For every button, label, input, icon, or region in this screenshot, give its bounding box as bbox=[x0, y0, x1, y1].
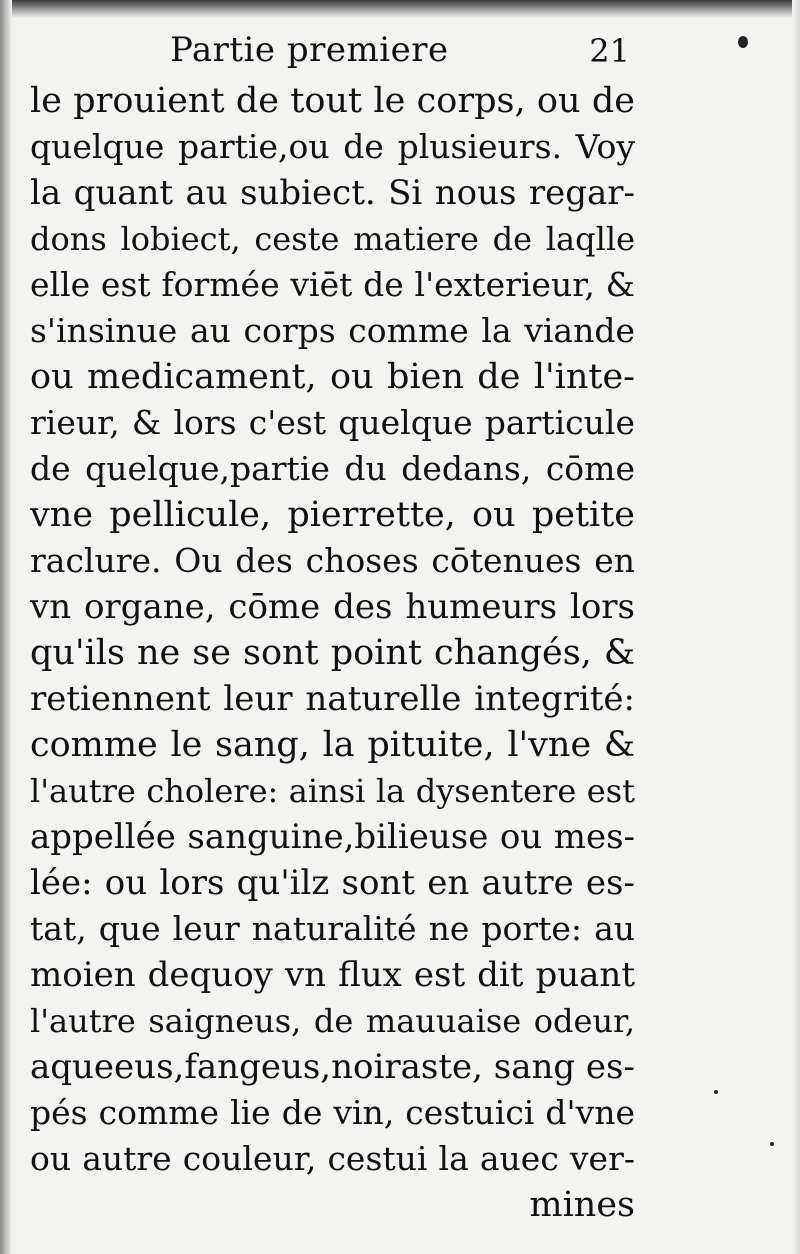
page-edge bbox=[792, 0, 800, 1254]
text-line: dons lobiect, ceste matiere de laqlle bbox=[30, 220, 635, 258]
running-title: Partie premiere bbox=[170, 30, 449, 70]
text-line: elle est formée viēt de l'exterieur, & bbox=[30, 265, 635, 304]
text-line: qu'ils ne se sont point changés, & bbox=[30, 633, 635, 673]
top-shadow bbox=[0, 0, 800, 18]
text-line: ou autre couleur, cestui la auec ver- bbox=[30, 1139, 635, 1178]
text-line: moien dequoy vn flux est dit puant bbox=[30, 955, 635, 995]
text-line: tat, que leur naturalité ne porte: au bbox=[30, 909, 635, 948]
text-line: s'insinue au corps comme la viande bbox=[30, 311, 635, 350]
text-line: vn organe, cōme des humeurs lors bbox=[30, 587, 635, 627]
text-line: rieur, & lors c'est quelque particule bbox=[30, 403, 635, 442]
text-line: quelque partie,ou de plusieurs. Voy bbox=[30, 127, 635, 166]
text-line: vne pellicule, pierrette, ou petite bbox=[30, 495, 635, 535]
text-line: le prouient de tout le corps, ou de bbox=[30, 81, 635, 121]
body-text bbox=[30, 78, 635, 1228]
text-line: de quelque,partie du dedans, cōme bbox=[30, 449, 635, 488]
text-line: lée: ou lors qu'ilz sont en autre es- bbox=[30, 863, 635, 903]
catchword: mines bbox=[529, 1185, 635, 1225]
text-line: comme le sang, la pituite, l'vne & bbox=[30, 725, 635, 765]
running-header bbox=[40, 30, 630, 74]
text-line: pés comme lie de vin, cestuici d'vne bbox=[30, 1093, 635, 1132]
gutter-shadow bbox=[0, 0, 12, 1254]
text-line: la quant au subiect. Si nous regar- bbox=[30, 173, 635, 213]
text-line: appellée sanguine,bilieuse ou mes- bbox=[30, 817, 635, 857]
text-line: raclure. Ou des choses cōtenues en bbox=[30, 541, 635, 580]
page-number: 21 bbox=[589, 32, 630, 70]
text-line: aqueeus,fangeus,noiraste, sang es- bbox=[30, 1047, 635, 1087]
ink-speck bbox=[714, 1090, 718, 1094]
text-line: retiennent leur naturelle integrité: bbox=[30, 679, 635, 719]
ink-speck bbox=[770, 1142, 774, 1146]
text-line: ou medicament, ou bien de l'inte- bbox=[30, 357, 635, 397]
text-line: l'autre saigneus, de mauuaise odeur, bbox=[30, 1002, 635, 1040]
ink-speck bbox=[738, 36, 748, 48]
text-line: l'autre cholere: ainsi la dysentere est bbox=[30, 772, 635, 810]
